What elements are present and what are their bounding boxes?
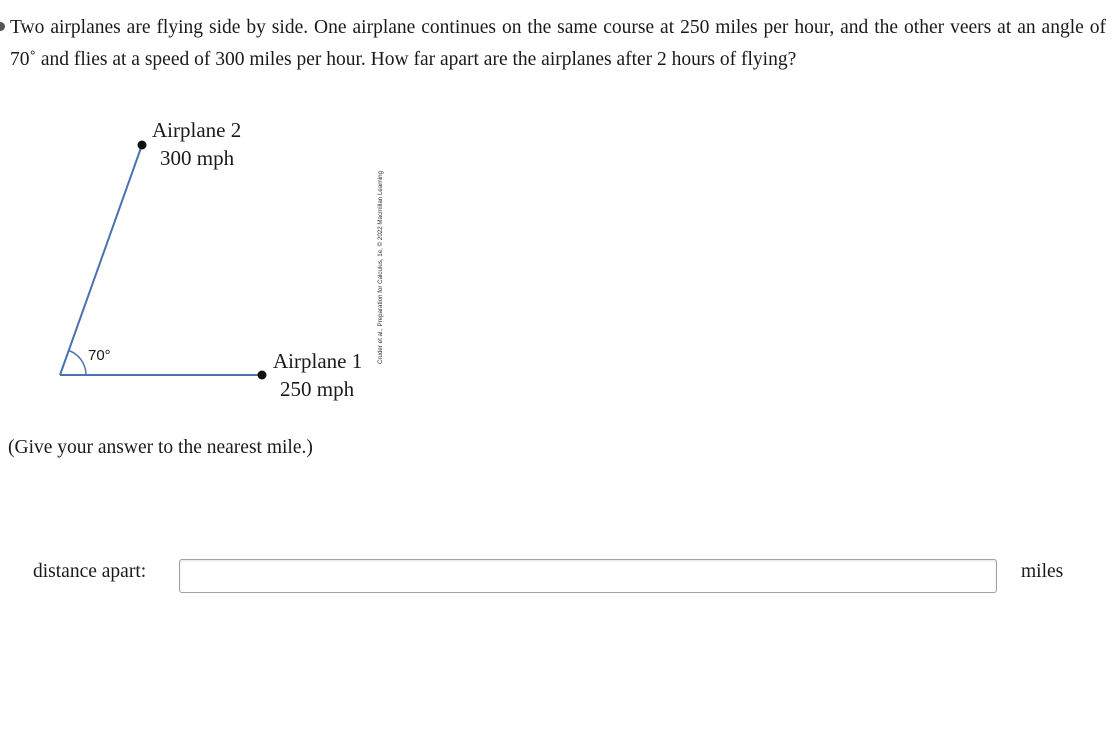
airplane1-speed-label: 250 mph [280,377,355,401]
question-bullet [0,22,5,31]
answer-hint: (Give your answer to the nearest mile.) [8,437,313,458]
question-text: Two airplanes are flying side by side. One airplane continues on the same course at 250 miles per hour, and the other veers at an angle of 70˚ and flies at a speed of 300 miles per hour. How far apart are the airplanes after 2 hours of flying? [10,17,1106,70]
miles-unit-label: miles [1021,561,1064,582]
airplane2-name-label: Airplane 2 [152,118,242,142]
airplane2-point [138,141,147,150]
airplane2-speed-label: 300 mph [160,146,235,170]
angle-label: 70° [88,347,111,364]
airplane1-point [258,371,267,380]
distance-apart-label: distance apart: [33,561,147,582]
figure-credit: Cruder et al., Preparation for Calculus, 1e, © 2022 Macmillan Learning [377,170,384,364]
airplane-diagram [0,110,400,410]
airplane2-path-line [60,145,142,375]
airplane1-name-label: Airplane 1 [273,349,363,373]
distance-apart-input[interactable] [179,559,997,593]
angle-arc [69,351,86,376]
